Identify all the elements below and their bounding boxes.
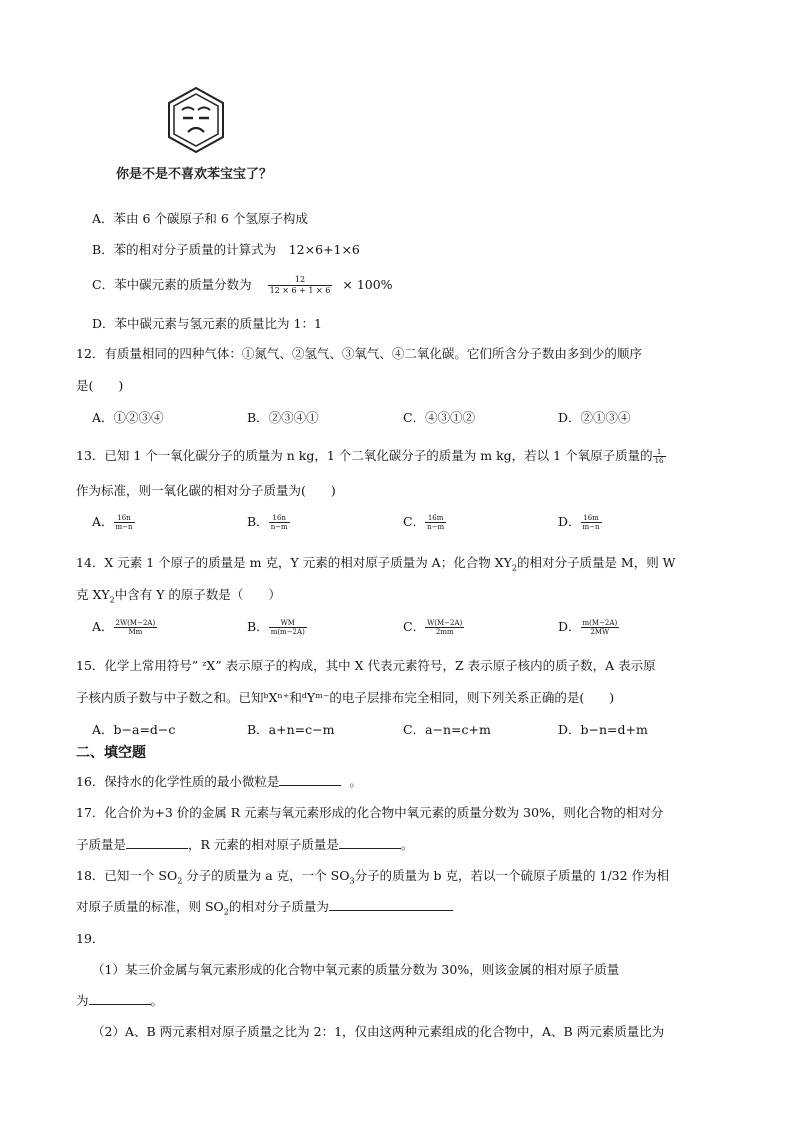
q19-part2-line1: （2）A、B 两元素相对原子质量之比为 2：1，仅由这两种元素组成的化合物中，A、B 两元素质量比为 bbox=[92, 1024, 665, 1039]
q18-answer-blank bbox=[329, 899, 453, 911]
q18-line2-a: 对原子质量的标准，则 SO bbox=[76, 899, 224, 914]
q19-part1-line2 bbox=[76, 991, 163, 1009]
q18-line1-sub2: 3 bbox=[349, 876, 355, 886]
q17-line2-b: ，R 元素的相对原子质量是 bbox=[188, 837, 339, 852]
q14-option-d-num: m(M−2A) bbox=[582, 619, 618, 627]
q14-option-c-den: 2mm bbox=[425, 627, 464, 636]
q13-option-b bbox=[247, 512, 290, 531]
q18-line1 bbox=[76, 866, 669, 886]
q13-option-c-den: n−m bbox=[427, 523, 445, 531]
q14-option-b-num: WM bbox=[280, 619, 295, 627]
q12-option-d: D．②①③④ bbox=[558, 410, 631, 425]
q17-line2-c: 。 bbox=[400, 837, 414, 852]
q11-option-d: D．苯中碳元素与氢元素的质量比为 1：1 bbox=[92, 316, 322, 331]
q19-part1-line1: （1）某三价金属与氧元素形成的化合物中氧元素的质量分数为 30%，则该金属的相对原子质量 bbox=[92, 962, 620, 977]
q11-option-a: A．苯由 6 个碳原子和 6 个氢原子构成 bbox=[92, 211, 308, 226]
q13-option-a-den: m−n bbox=[115, 523, 133, 531]
q14-line1-b: 的相对分子质量是 M，则 W bbox=[516, 555, 676, 570]
q15-option-b: B．a+n=c−m bbox=[247, 722, 335, 737]
q18-line1-sub1: 2 bbox=[177, 876, 183, 886]
q18-line2 bbox=[76, 897, 453, 917]
q14-option-b-den: m(m−2A) bbox=[270, 628, 305, 636]
q18-line1-c: 分子的质量为 b 克，若以一个硫原子质量的 1/32 作为相 bbox=[354, 868, 670, 883]
q13-option-c-num: 16m bbox=[427, 514, 444, 522]
q13-option-d bbox=[558, 512, 602, 531]
q12-line2: 是( ) bbox=[76, 378, 124, 393]
q15-option-c: C．a−n=c+m bbox=[403, 722, 491, 737]
q14-option-a-num: 2W(M−2A) bbox=[115, 619, 156, 627]
q13-option-a bbox=[92, 512, 135, 531]
q13-line1 bbox=[76, 446, 666, 465]
q11-option-c-prefix: C．苯中碳元素的质量分数为 bbox=[92, 277, 252, 292]
q14-line2-b: 中含有 Y 的原子数是（ ） bbox=[114, 587, 281, 602]
q13-option-d-den: m−n bbox=[582, 523, 600, 531]
q17-line2 bbox=[76, 835, 413, 853]
q14-option-c-fraction bbox=[425, 619, 464, 636]
q12-option-a: A．①②③④ bbox=[92, 410, 164, 425]
q13-line2: 作为标准，则一氧化碳的相对分子质量为( ) bbox=[76, 483, 336, 498]
q17-answer-blank-2 bbox=[339, 837, 401, 849]
q13-option-c bbox=[403, 512, 446, 531]
section-heading-fill-in: 二、填空题 bbox=[76, 745, 146, 761]
q16-tail: 。 bbox=[349, 774, 362, 789]
q13-fraction-num: 1 bbox=[656, 448, 662, 456]
q14-line1-a: 14．X 元素 1 个原子的质量是 m 克，Y 元素的相对原子质量为 A；化合物 XY bbox=[76, 555, 512, 570]
q17-line1: 17．化合价为+3 价的金属 R 元素与氧元素形成的化合物中氧元素的质量分数为 30%，则化合物的相对分 bbox=[76, 805, 664, 820]
q19-number: 19． bbox=[76, 931, 105, 946]
q19-part1-line2-b: 。 bbox=[150, 993, 164, 1008]
q14-option-c-num: W(M−2A) bbox=[427, 619, 463, 627]
q18-line2-b: 的相对分子质量为 bbox=[228, 899, 329, 914]
q13-option-d-label: D． bbox=[558, 514, 581, 529]
q14-option-d-label: D． bbox=[558, 619, 581, 634]
q14-option-b bbox=[247, 617, 307, 636]
q14-line2 bbox=[76, 585, 281, 605]
q11-fraction bbox=[268, 275, 333, 296]
q13-fraction-den: 16 bbox=[654, 457, 664, 465]
q13-option-d-fraction bbox=[581, 514, 602, 531]
q11-option-b: B．苯的相对分子质量的计算式为 12×6+1×6 bbox=[92, 242, 360, 257]
q12-option-b: B．②③④① bbox=[247, 410, 319, 425]
q14-option-a bbox=[92, 617, 157, 636]
q14-option-c-label: C． bbox=[403, 619, 426, 634]
benzene-face-icon bbox=[166, 86, 226, 156]
q13-option-b-label: B． bbox=[247, 514, 269, 529]
q14-line1 bbox=[76, 553, 676, 573]
q14-option-d-fraction bbox=[581, 619, 620, 636]
q14-option-a-label: A． bbox=[92, 619, 114, 634]
q15-line1: 15．化学上常用符号” ᶻX” 表示原子的构成，其中 X 代表元素符号，Z 表示原子核内的质子数，A 表示原 bbox=[76, 658, 656, 673]
q14-option-b-fraction bbox=[269, 619, 307, 636]
q11-fraction-num: 12 bbox=[294, 275, 306, 284]
q18-line2-sub: 2 bbox=[223, 907, 229, 917]
q14-line2-sub: 2 bbox=[109, 595, 115, 605]
q14-line1-sub: 2 bbox=[511, 563, 517, 573]
q15-option-d: D．b−n=d+m bbox=[558, 722, 648, 737]
q14-option-b-label: B． bbox=[247, 619, 269, 634]
q13-option-c-fraction bbox=[425, 514, 446, 531]
q13-fraction bbox=[653, 448, 666, 465]
q16-line bbox=[76, 772, 362, 790]
q13-option-a-fraction bbox=[114, 514, 135, 531]
q11-fraction-den: 12 × 6 + 1 × 6 bbox=[269, 286, 331, 295]
q14-option-a-den: Mm bbox=[114, 627, 158, 636]
q15-option-a: A．b−a=d−c bbox=[92, 722, 176, 737]
q14-option-a-fraction bbox=[114, 619, 158, 636]
q19-part1-line2-a: 为 bbox=[76, 993, 89, 1008]
q15-line2: 子核内质子数与中子数之和。已知ᵇXⁿ⁺和ᵈYᵐ⁻的电子层排布完全相同，则下列关系正确的是( ) bbox=[76, 690, 615, 705]
q16-text: 16．保持水的化学性质的最小微粒是 bbox=[76, 774, 280, 789]
q12-line1: 12．有质量相同的四种气体：①氮气、②氢气、③氧气、④二氧化碳。它们所含分子数由多到少的顺序 bbox=[76, 346, 642, 361]
q18-line1-a: 18．已知一个 SO bbox=[76, 868, 178, 883]
q13-option-a-label: A． bbox=[92, 514, 114, 529]
q17-answer-blank-1 bbox=[126, 837, 188, 849]
q17-line2-a: 子质量是 bbox=[76, 837, 127, 852]
q13-option-b-den: n−m bbox=[270, 523, 288, 531]
q14-option-d bbox=[558, 617, 619, 636]
q11-option-c-suffix: × 100% bbox=[342, 277, 393, 292]
q13-option-d-num: 16m bbox=[583, 514, 599, 522]
q11-option-c bbox=[92, 275, 393, 296]
q14-line2-a: 克 XY bbox=[76, 587, 110, 602]
q12-option-c: C．④③①② bbox=[403, 410, 476, 425]
q19-answer-blank bbox=[89, 993, 151, 1005]
q16-answer-blank bbox=[279, 774, 341, 786]
q14-option-c bbox=[403, 617, 464, 636]
q18-line1-b: 分子的质量为 a 克，一个 SO bbox=[182, 868, 350, 883]
q14-option-d-den: 2MW bbox=[581, 627, 620, 636]
q13-option-c-label: C． bbox=[403, 514, 426, 529]
q13-option-a-num: 16n bbox=[117, 514, 131, 522]
q13-line1-text: 13．已知 1 个一氧化碳分子的质量为 n kg，1 个二氧化碳分子的质量为 m kg，若以 1 个氧原子质量的 bbox=[76, 448, 653, 463]
q13-option-b-num: 16n bbox=[272, 514, 286, 522]
q13-option-b-fraction bbox=[269, 514, 290, 531]
image-caption: 你是不是不喜欢苯宝宝了？ bbox=[116, 167, 273, 182]
